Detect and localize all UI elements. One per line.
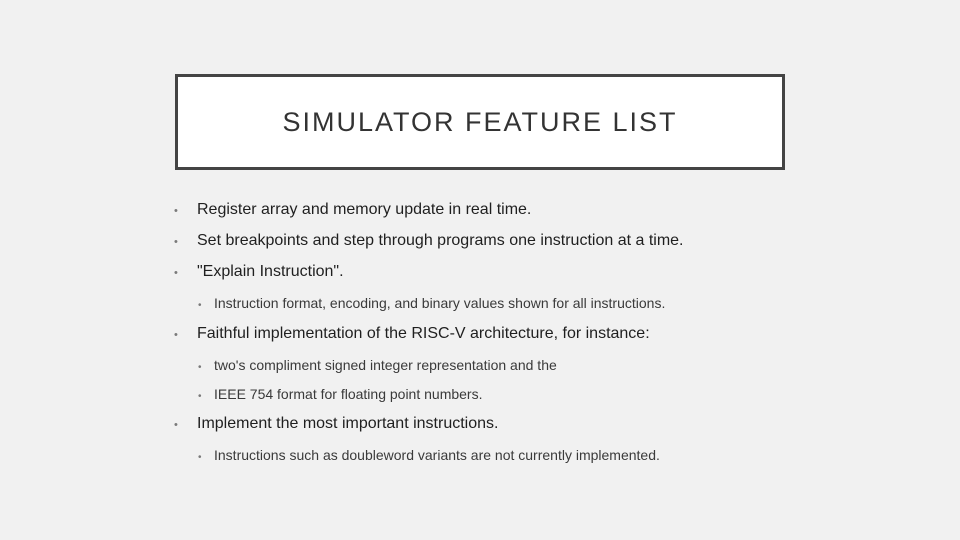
bullet-text: IEEE 754 format for floating point numbers. — [214, 386, 483, 402]
sub-bullet-item-3 — [196, 386, 482, 402]
bullet-dot-icon: • — [174, 329, 178, 341]
bullet-text: Instruction format, encoding, and binary values shown for all instructions. — [214, 295, 666, 311]
bullet-text: "Explain Instruction". — [197, 263, 344, 280]
bullet-text: two's compliment signed integer representation and the — [214, 357, 557, 373]
sub-bullet-item-2 — [196, 357, 557, 373]
bullet-item-2 — [172, 232, 684, 250]
sub-bullet-item-4 — [196, 447, 660, 463]
bullet-item-5 — [172, 415, 498, 433]
bullet-text: Set breakpoints and step through programs one instruction at a time. — [197, 232, 684, 249]
bullet-dot-icon: • — [198, 391, 202, 402]
bullet-text: Instructions such as doubleword variants are not currently implemented. — [214, 447, 660, 463]
bullet-item-1 — [172, 201, 531, 219]
bullet-item-4 — [172, 325, 650, 343]
bullet-dot-icon: • — [198, 452, 202, 463]
slide-title: SIMULATOR FEATURE LIST — [282, 106, 678, 137]
title-box — [175, 74, 785, 170]
bullet-text: Register array and memory update in real time. — [197, 201, 532, 218]
bullet-dot-icon: • — [174, 419, 178, 431]
bullet-text: Faithful implementation of the RISC-V architecture, for instance: — [197, 325, 650, 342]
sub-bullet-item-1 — [196, 295, 665, 311]
bullet-item-3 — [172, 263, 344, 281]
bullet-dot-icon: • — [174, 267, 178, 279]
bullet-dot-icon: • — [198, 300, 202, 311]
bullet-text: Implement the most important instructions. — [197, 415, 499, 432]
bullet-dot-icon: • — [198, 362, 202, 373]
bullet-dot-icon: • — [174, 236, 178, 248]
bullet-dot-icon: • — [174, 205, 178, 217]
